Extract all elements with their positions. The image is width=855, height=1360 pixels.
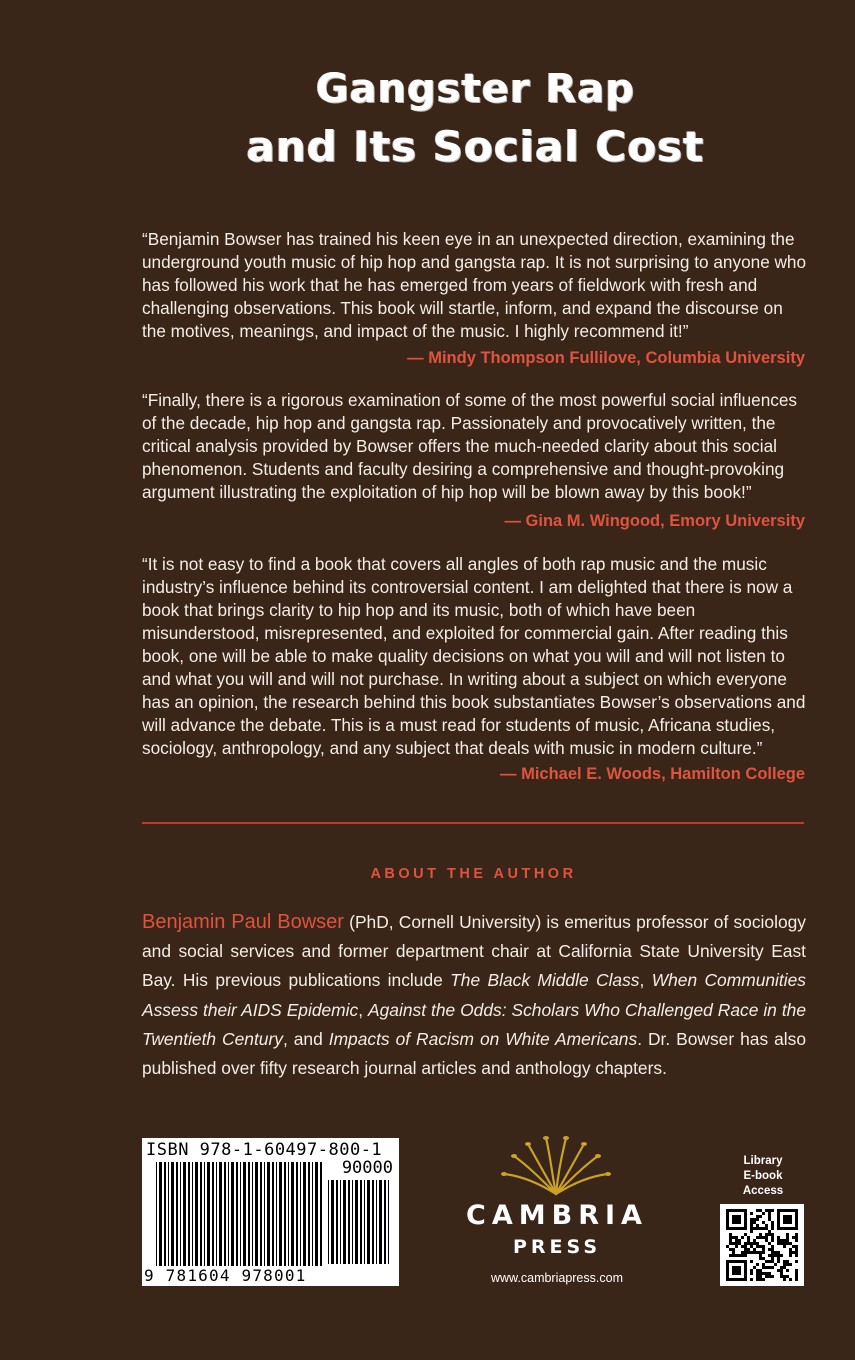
- endorsement-quote-1: “Benjamin Bowser has trained his keen eye in an unexpected direction, examining the underground youth music of hip hop and gangsta rap. It is not surprising to anyone who has followed his work that he has emerged from years of fieldwork with fresh and challenging observations. This book will startle, inform, and expand the discourse on the motives, meanings, and impact of the music. I highly recommend it!”: [142, 229, 807, 341]
- isbn-number: ISBN 978-1-60497-800-1: [146, 1140, 383, 1160]
- publisher-name: CAMBRIA: [466, 1200, 648, 1231]
- palm-fan-logo-icon: [500, 1136, 612, 1198]
- author-name: Benjamin Paul Bowser: [142, 911, 344, 933]
- section-divider: [142, 822, 804, 824]
- endorsement-attribution-1: — Mindy Thompson Fullilove, Columbia University: [407, 349, 805, 367]
- library-label-line-1: Library: [743, 1155, 783, 1167]
- qr-code-icon: [726, 1209, 798, 1281]
- barcode-digits: 9 781604 978001: [144, 1266, 307, 1285]
- bio-text-1: (PhD, Cornell University) is emeritus professor of sociology and social services and former department chair at California State University East Bay. His previous publications include: [142, 912, 806, 991]
- bio-text-2: . Dr. Bowser has also published over fifty research journal articles and anthology chapters.: [142, 1028, 806, 1079]
- publisher-url: www.cambriapress.com: [491, 1271, 623, 1285]
- library-label-line-3: Access: [742, 1185, 784, 1197]
- qr-code: [720, 1204, 804, 1286]
- book-title-line-1: Gangster Rap: [315, 66, 636, 112]
- endorsement-attribution-2: — Gina M. Wingood, Emory University: [504, 512, 805, 530]
- book-title-1: The Black Middle Class: [450, 970, 640, 991]
- isbn-barcode: [142, 1138, 399, 1286]
- endorsement-quote-2: “Finally, there is a rigorous examination of some of the most powerful social influences of the decade, hip hop and gangsta rap. Passionately and provocatively written, the critical analysis provided by Bowser offers the much-needed clarity about this social phenomenon. Students and faculty desiring a comprehensive and thought-provoking argument illustrating the exploitation of hip hop will be blown away by this book!”: [142, 390, 798, 502]
- author-bio: [142, 908, 806, 1083]
- bio-sep-1: ,: [639, 970, 652, 991]
- bio-sep-2: ,: [358, 999, 369, 1020]
- library-access-label: [726, 1154, 800, 1199]
- book-title-line-2: and Its Social Cost: [246, 122, 705, 171]
- price-code: 90000: [341, 1158, 393, 1178]
- book-title-3: Against the Odds: Scholars Who Challenged Race in the Twentieth Century: [142, 999, 806, 1049]
- about-author-heading: ABOUT THE AUTHOR: [370, 866, 577, 882]
- bio-sep-3: , and: [282, 1028, 329, 1049]
- publisher-sub: PRESS: [512, 1236, 602, 1258]
- library-label-line-2: E-book: [743, 1170, 783, 1182]
- barcode-bars-icon: [156, 1162, 322, 1266]
- endorsement-attribution-3: — Michael E. Woods, Hamilton College: [500, 765, 805, 783]
- book-title-2: When Communities Assess their AIDS Epidemic: [142, 970, 806, 1020]
- book-title-4: Impacts of Racism on White Americans: [328, 1028, 638, 1049]
- endorsement-quote-3: “It is not easy to find a book that covers all angles of both rap music and the music industry’s influence behind its controversial content. I am delighted that there is now a book that brings clarity to hip hop and its music, both of which have been misunderstood, misrepresented, and exploited for commercial gain. After reading this book, one will be able to make quality decisions on what you will and will not listen to and what you will and will not purchase. In writing about a subject on which everyone has an opinion, the research behind this book substantiates Bowser’s observations and will advance the debate. This is a must read for students of music, Africana studies, sociology, anthropology, and any subject that deals with music in modern culture.”: [142, 554, 806, 758]
- price-barcode-bars-icon: [328, 1180, 390, 1264]
